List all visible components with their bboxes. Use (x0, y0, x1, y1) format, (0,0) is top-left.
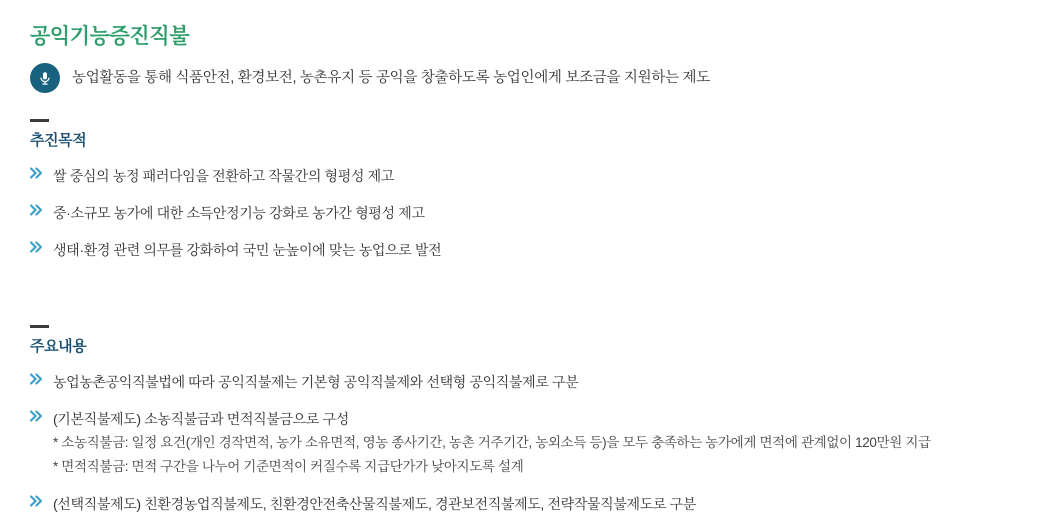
list-item-text: 생태·환경 관련 의무를 강화하여 국민 눈높이에 맞는 농업으로 발전 (53, 242, 442, 259)
section-purpose (30, 119, 1013, 261)
list-item-subtext: * 소농직불금: 일정 요건(개인 경작면적, 농가 소유면적, 영농 종사기간, 농촌 거주기간, 농외소득 등)을 모두 충족하는 농가에게 면적에 관계없이 120만원 지급 (53, 435, 931, 451)
list-item (30, 240, 1013, 261)
bullet-list (30, 372, 1013, 515)
list-item-body (53, 409, 931, 478)
summary-text: 농업활동을 통해 식품안전, 환경보전, 농촌유지 등 공익을 창출하도록 농업인에게 보조금을 지원하는 제도 (72, 70, 710, 87)
list-item (30, 409, 1013, 478)
section-spacer (30, 277, 1013, 299)
list-item (30, 203, 1013, 224)
list-item-subtext: * 면적직불금: 면적 구간을 나누어 기준면적이 커질수록 지급단가가 낮아지도록 설계 (53, 459, 524, 475)
list-item-text: (선택직불제도) 친환경농업직불제도, 친환경안전축산물직불제도, 경관보전직불제도, 전략작물직불제도로 구분 (53, 496, 696, 513)
list-item-text: (기본직불제도) 소농직불금과 면적직불금으로 구성 (53, 411, 349, 428)
section-title: 주요내용 (30, 338, 87, 356)
bullet-list (30, 166, 1013, 261)
microphone-icon (30, 63, 60, 93)
double-chevron-icon (30, 410, 44, 422)
list-item (30, 372, 1013, 393)
double-chevron-icon (30, 373, 44, 385)
section-title: 추진목적 (30, 132, 87, 150)
list-item-text: 쌀 중심의 농정 패러다임을 전환하고 작물간의 형평성 제고 (53, 168, 394, 185)
section-divider (30, 119, 49, 122)
list-item (30, 494, 1013, 515)
double-chevron-icon (30, 167, 44, 179)
list-item (30, 166, 1013, 187)
double-chevron-icon (30, 204, 44, 216)
summary-row (30, 63, 1013, 93)
double-chevron-icon (30, 241, 44, 253)
double-chevron-icon (30, 495, 44, 507)
list-item-text: 농업농촌공익직불법에 따라 공익직불제는 기본형 공익직불제와 선택형 공익직불제로 구분 (53, 374, 579, 391)
page-title: 공익기능증진직불 (30, 25, 190, 48)
list-item-text: 중·소규모 농가에 대한 소득안정기능 강화로 농가간 형평성 제고 (53, 205, 425, 222)
section-divider (30, 325, 49, 328)
section-details (30, 325, 1013, 515)
